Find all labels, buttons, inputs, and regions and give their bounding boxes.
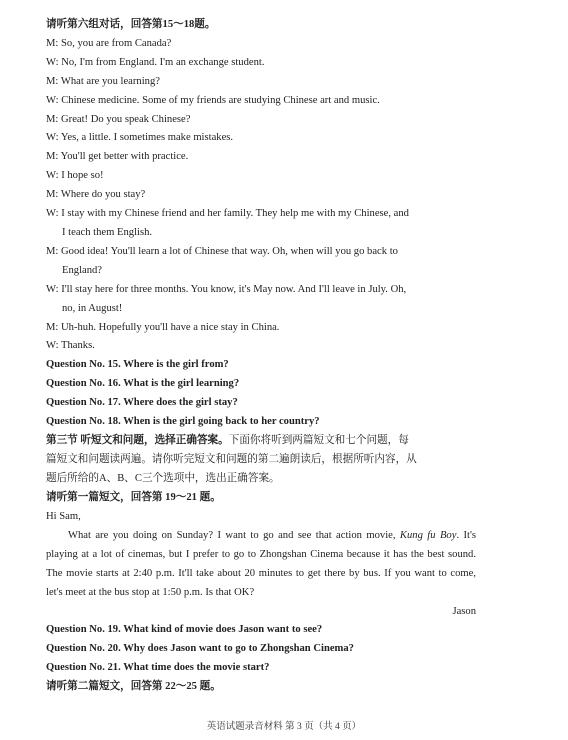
letter-greeting: Hi Sam, [46,510,81,522]
dialogue-line: M: Where do you stay? [46,189,146,201]
dialogue-text: Where do you stay? [60,189,146,201]
dialogue-line: W: I stay with my Chinese friend and her family. They help me with my Chinese, and [46,208,409,220]
dialogue-speaker: W [46,56,56,68]
document-content [46,16,476,697]
dialogue-text: Yes, a little. I sometimes make mistakes. [60,132,234,144]
dialogue-line: W: No, I'm from England. I'm an exchange student. [46,56,265,68]
question-item: Question No. 21. What time does the movie start? [46,662,270,674]
question-list-19-21 [46,621,476,678]
movie-title: Kung fu Boy [399,530,457,542]
dialogue-speaker: M [46,245,56,257]
section-3-line-3: 题后所给的A、B、C三个选项中，选出正确答案。 [46,472,280,484]
dialogue-line: W: Thanks. [46,340,95,352]
dialogue-text: I stay with my Chinese friend and her family. They help me with my Chinese, and [61,208,409,220]
dialogue-speaker: M [46,151,56,163]
dialogue-text: Chinese medicine. Some of my friends are studying Chinese art and music. [61,94,380,106]
dialogue-speaker: M [46,37,56,49]
dialogue-speaker: M [46,321,56,333]
section-3-title: 第三节 听短文和问题，选择正确答案。 [46,434,229,446]
dialogue-line: M: So, you are from Canada? [46,37,172,49]
dialogue-text: You'll get better with practice. [60,151,189,163]
section-heading-passage-1: 请听第一篇短文，回答第 19～21 题。 [46,491,221,503]
question-item: Question No. 16. What is the girl learning? [46,378,240,390]
dialogue-text: Good idea! You'll learn a lot of Chinese that way. Oh, when will you go back to [61,245,398,257]
dialogue-line: W: I hope so! [46,170,104,182]
page-footer: 英语试题录音材料 第 3 页（共 4 页） [206,722,362,732]
dialogue-speaker: M [46,189,56,201]
dialogue-line: M: Uh-huh. Hopefully you'll have a nice stay in China. [46,321,280,333]
dialogue-speaker: W [46,208,56,220]
section-heading-dialogue-6: 请听第六组对话，回答第15～18题。 [46,19,216,30]
letter-body-part-1: What are you doing on Sunday? I want to go and see that action movie, [68,530,400,542]
question-item: Question No. 19. What kind of movie does Jason want to see? [46,624,323,636]
dialogue-line-continuation: no, in August! [62,302,123,314]
section-3-line-2: 篇短文和问题读两遍。请你听完短文和问题的第二遍朗读后，根据所听内容，从 [46,453,417,465]
dialogue-speaker: W [46,340,56,352]
dialogue-text: What are you learning? [60,75,160,87]
question-list-15-18 [46,356,476,432]
dialogue-line-continuation: England? [62,264,103,276]
dialogue-text: I hope so! [61,170,104,182]
question-item: Question No. 17. Where does the girl stay? [46,397,238,409]
question-item: Question No. 18. When is the girl going back to her country? [46,416,320,428]
section-heading-passage-2: 请听第二篇短文，回答第 22～25 题。 [46,681,221,693]
dialogue-line-continuation: I teach them English. [62,226,153,238]
dialogue-text: No, I'm from England. I'm an exchange student. [61,56,265,68]
dialogue-line: M: Great! Do you speak Chinese? [46,113,191,125]
dialogue-line: W: I'll stay here for three months. You know, it's May now. And I'll leave in July. Oh, [46,283,407,295]
dialogue-speaker: W [46,170,56,182]
dialogue-speaker: M [46,75,56,87]
section-3-line-1: 下面你将听到两篇短文和七个问题，每 [228,434,409,446]
dialogue-text: Thanks. [61,340,95,352]
dialogue-text: Uh-huh. Hopefully you'll have a nice stay in China. [61,321,280,333]
letter-signature: Jason [452,606,476,618]
question-item: Question No. 20. Why does Jason want to go to Zhongshan Cinema? [46,643,354,655]
dialogue-line: M: You'll get better with practice. [46,151,189,163]
dialogue-line: W: Chinese medicine. Some of my friends are studying Chinese art and music. [46,94,380,106]
dialogue-line: W: Yes, a little. I sometimes make mistakes. [46,132,234,144]
dialogue-text: I'll stay here for three months. You know, it's May now. And I'll leave in July. Oh, [61,283,407,295]
dialogue-line: M: Good idea! You'll learn a lot of Chinese that way. Oh, when will you go back to [46,245,398,257]
dialogue-speaker: M [46,113,56,125]
dialogue-transcript [46,35,476,356]
dialogue-speaker: W [46,132,56,144]
dialogue-text: So, you are from Canada? [61,37,172,49]
section-3-instructions [46,432,476,489]
letter-body [46,526,476,602]
dialogue-line: M: What are you learning? [46,75,160,87]
letter-body-part-2: . It's playing at a lot of cinemas, but I prefer to go to Zhongshan Cinema because it has the best sound. The movie starts at 2:40 p.m. It'll take about 20 minutes to get there by bus. If you want to come, let's meet at the bus stop at 1:50 p.m. Is that OK? [46,530,477,599]
dialogue-text: Great! Do you speak Chinese? [61,113,191,125]
dialogue-speaker: W [46,94,56,106]
dialogue-speaker: W [46,283,56,295]
question-item: Question No. 15. Where is the girl from? [46,359,229,371]
